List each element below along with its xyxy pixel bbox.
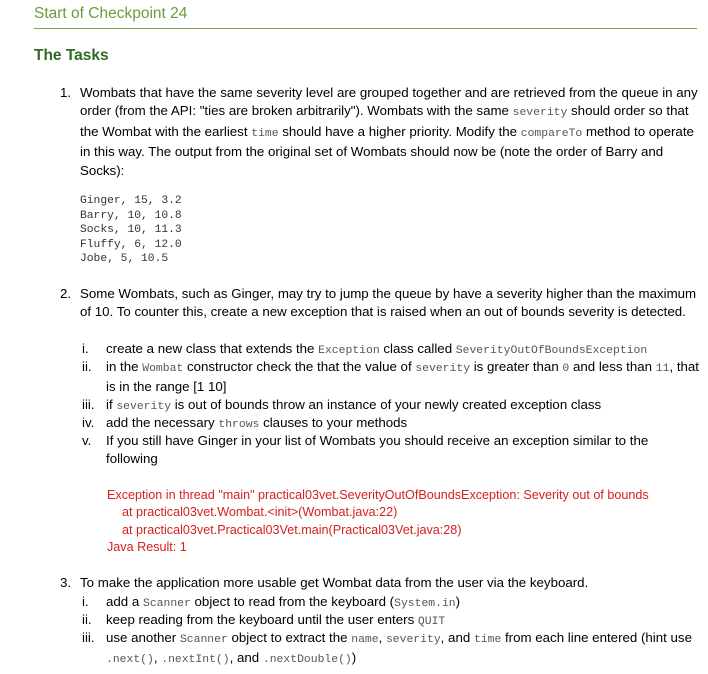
output-line: Ginger, 15, 3.2 [80, 195, 182, 207]
task-2 [60, 285, 700, 322]
task-2-step-v: v. If you still have Ginger in your list of Wombats you should receive an exception similar to the following [82, 433, 649, 467]
exception-line: Exception in thread "main" practical03vet.SeverityOutOfBoundsException: Severity out of bounds [107, 488, 649, 502]
output-line: Socks, 10, 11.3 [80, 224, 182, 236]
section-heading: The Tasks [34, 47, 109, 64]
output-line: Fluffy, 6, 12.0 [80, 238, 182, 251]
task-3-step-iii: iii. use another Scanner object to extract the name, severity, and time from each line entered (hint use .next(), .nextInt(), and .nextDouble()) [82, 630, 692, 667]
task-1-text: Wombats that have the same severity level are grouped together and are retrieved from the queue in any order (from the API: "ties are broken arbitrarily"). Wombats with the same severity should order so that the Wombat with the earliest time should have a higher priority. Modify the compareTo method to operate in this way. The output from the original set of Wombats should now be (note the order of Barry and Socks): [80, 85, 698, 178]
task-1 [60, 84, 700, 180]
task-3 [60, 574, 700, 592]
output-line: Barry, 10, 10.8 [80, 209, 182, 222]
task-3-text: To make the application more usable get Wombat data from the user via the keyboard. [80, 575, 589, 590]
task-2-step-i: i. create a new class that extends the Exception class called SeverityOutOfBoundsException [82, 341, 648, 357]
title-divider [34, 28, 697, 29]
task-2-step-iv: iv. add the necessary throws clauses to your methods [82, 415, 408, 431]
task-2-step-ii: ii. in the Wombat constructor check the that the value of severity is greater than 0 and less than 11, that is in the range [1 10] [82, 359, 700, 395]
exception-output [107, 487, 649, 557]
task-3-step-i: i. add a Scanner object to read from the keyboard (System.in) [82, 594, 461, 610]
exception-line: at practical03vet.Wombat.<init>(Wombat.java:22) [122, 505, 398, 520]
output-line: Jobe, 5, 10.5 [80, 253, 169, 265]
task-2-step-iii: iii. if severity is out of bounds throw an instance of your newly created exception class [82, 397, 602, 413]
expected-output [80, 194, 182, 267]
task-number: 1. [60, 85, 72, 100]
page-title: Start of Checkpoint 24 [34, 5, 188, 22]
task-2-text: Some Wombats, such as Ginger, may try to jump the queue by have a severity higher than the maximum of 10. To counter this, create a new exception that is raised when an out of bounds severity is detected. [80, 286, 697, 320]
exception-line: Java Result: 1 [107, 540, 187, 555]
task-3-step-ii: ii. keep reading from the keyboard until the user enters QUIT [82, 612, 446, 628]
exception-line: at practical03vet.Practical03Vet.main(Practical03Vet.java:28) [122, 522, 462, 537]
task-number: 3. [60, 575, 72, 590]
task-number: 2. [60, 286, 72, 301]
